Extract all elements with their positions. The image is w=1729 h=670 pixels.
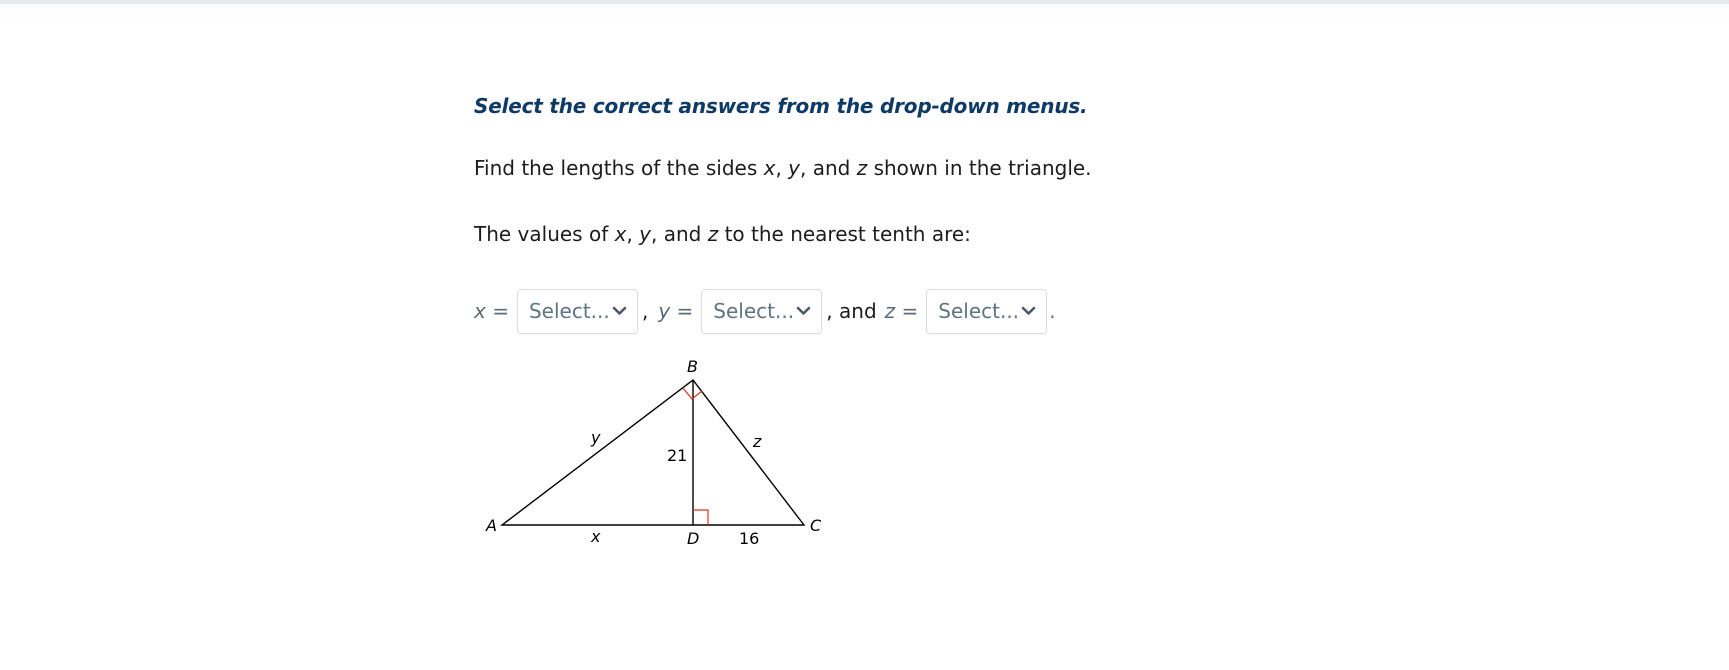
triangle-abc xyxy=(502,380,804,525)
values-var-x: x xyxy=(614,222,627,246)
vertex-c-label: C xyxy=(810,516,822,535)
question-var-z: z xyxy=(856,156,868,180)
values-var-y: y xyxy=(639,222,652,246)
end-period: . xyxy=(1049,299,1056,323)
question-text xyxy=(474,154,1274,182)
z-label-var: z xyxy=(884,299,896,323)
side-y-label: y xyxy=(591,428,601,447)
triangle-diagram xyxy=(474,352,834,552)
y-equals-label xyxy=(658,299,693,323)
chevron-down-icon xyxy=(1021,306,1036,316)
z-select-value: Select... xyxy=(938,299,1020,323)
values-comma-1: , xyxy=(626,222,640,246)
values-prefix: The values of xyxy=(474,222,615,246)
chevron-down-icon xyxy=(796,306,811,316)
z-answer-select[interactable] xyxy=(926,289,1047,334)
y-select-value: Select... xyxy=(713,299,795,323)
x-label-equals: = xyxy=(485,299,509,323)
x-answer-select[interactable] xyxy=(517,289,638,334)
values-var-z: z xyxy=(707,222,719,246)
y-label-var: y xyxy=(658,299,671,323)
z-label-equals: = xyxy=(895,299,919,323)
right-angle-mark-d xyxy=(693,510,708,525)
chevron-down-icon xyxy=(612,306,627,316)
values-suffix: to the nearest tenth are: xyxy=(718,222,971,246)
vertex-b-label: B xyxy=(687,357,698,376)
x-equals-label xyxy=(474,299,509,323)
x-label-var: x xyxy=(474,299,486,323)
values-prompt xyxy=(474,220,1274,248)
question-panel xyxy=(474,90,1274,334)
y-label-equals: = xyxy=(670,299,694,323)
x-select-value: Select... xyxy=(528,299,610,323)
values-comma-2: , and xyxy=(651,222,708,246)
separator-comma: , xyxy=(641,299,649,323)
question-comma-1: , xyxy=(775,156,789,180)
y-answer-select[interactable] xyxy=(701,289,822,334)
question-var-y: y xyxy=(788,156,801,180)
side-z-label: z xyxy=(753,432,762,451)
separator-and: , and xyxy=(826,299,877,323)
answer-row xyxy=(474,288,1274,334)
instruction-text: Select the correct answers from the drop-down menus. xyxy=(474,94,1088,118)
segment-dc-label: 16 xyxy=(739,529,760,548)
vertex-a-label: A xyxy=(486,516,497,535)
question-comma-2: , and xyxy=(800,156,857,180)
question-suffix: shown in the triangle. xyxy=(867,156,1092,180)
side-x-label: x xyxy=(591,527,601,546)
z-equals-label xyxy=(885,299,919,323)
question-var-x: x xyxy=(763,156,776,180)
vertex-d-label: D xyxy=(687,529,700,548)
question-prefix: Find the lengths of the sides xyxy=(474,156,764,180)
altitude-bd-label: 21 xyxy=(667,446,688,465)
top-shadow xyxy=(0,4,1729,22)
